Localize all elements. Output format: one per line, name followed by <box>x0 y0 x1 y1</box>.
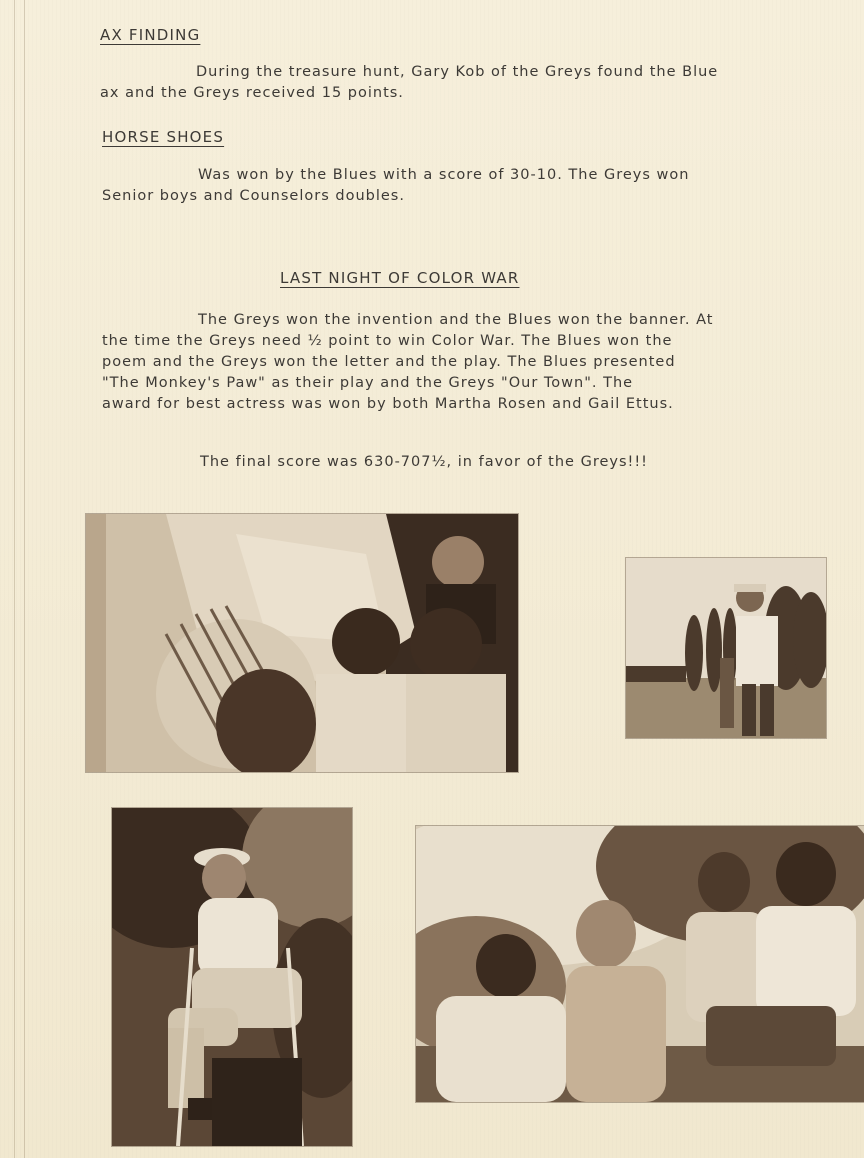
last-night-paragraph <box>102 310 713 415</box>
paragraph-line: ax and the Greys received 15 points. <box>100 85 404 101</box>
photo-group-at-table <box>86 514 518 772</box>
horse-shoes-paragraph <box>102 165 689 207</box>
horse-shoes-heading: HORSE SHOES <box>102 128 225 146</box>
paragraph-line: The Greys won the invention and the Blues won the banner. At <box>198 312 714 328</box>
ax-finding-heading: AX FINDING <box>100 26 201 44</box>
page-edge-line <box>24 0 25 1158</box>
last-night-heading: LAST NIGHT OF COLOR WAR <box>280 269 520 287</box>
paragraph-line: Was won by the Blues with a score of 30-10. The Greys won <box>198 167 690 183</box>
paragraph-line: Senior boys and Counselors doubles. <box>102 188 405 204</box>
paragraph-line: the time the Greys need ½ point to win Color War. The Blues won the <box>102 333 673 349</box>
paragraph-line: award for best actress was won by both Martha Rosen and Gail Ettus. <box>102 396 674 412</box>
photo-boy-in-field <box>626 558 826 738</box>
paragraph-line: During the treasure hunt, Gary Kob of the Greys found the Blue <box>196 64 719 80</box>
paragraph-line: poem and the Greys won the letter and the play. The Blues presented <box>102 354 676 370</box>
photo-campers-sitting <box>416 826 864 1102</box>
final-score-line: The final score was 630-707½, in favor of the Greys!!! <box>200 454 648 470</box>
paragraph-line: "The Monkey's Paw" as their play and the Greys "Our Town". The <box>102 375 634 391</box>
page-edge-line <box>14 0 15 1158</box>
ax-finding-paragraph <box>100 62 718 104</box>
photo-seated-man <box>112 808 352 1146</box>
